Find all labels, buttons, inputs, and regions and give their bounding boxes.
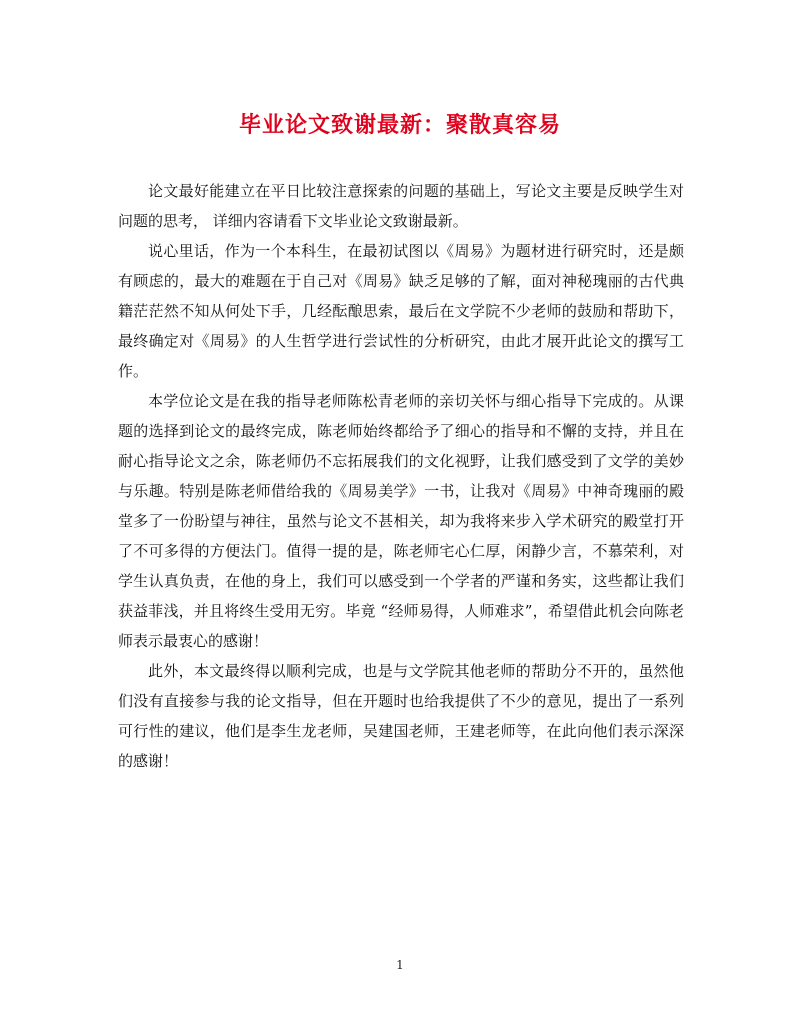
paragraph-intro: 论文最好能建立在平日比较注意探索的问题的基础上，写论文主要是反映学生对问题的思考， 详细内容请看下文毕业论文致谢最新。 [118,182,684,230]
paragraph-background: 说心里话，作为一个本科生，在最初试图以《周易》为题材进行研究时，还是颇有顾虑的，最大的难题在于自己对《周易》缺乏足够的了解，面对神秘瑰丽的古代典籍茫茫然不知从何处下手，几经酝酿思索，最后在文学院不少老师的鼓励和帮助下，最终确定对《周易》的人生哲学进行尝试性的分析研究，由此才展开此论文的撰写工作。 [118,242,684,380]
paragraph-advisor-thanks: 本学位论文是在我的指导老师陈松青老师的亲切关怀与细心指导下完成的。从课题的选择到论文的最终完成，陈老师始终都给予了细心的指导和不懈的支持，并且在耐心指导论文之余，陈老师仍不忘拓展我们的文化视野，让我们感受到了文学的美妙与乐趣。特别是陈老师借给我的《周易美学》一书，让我对《周易》中神奇瑰丽的殿堂多了一份盼望与神往，虽然与论文不甚相关，却为我将来步入学术研究的殿堂打开了不可多得的方便法门。值得一提的是，陈老师宅心仁厚，闲静少言，不慕荣利，对学生认真负责，在他的身上，我们可以感受到一个学者的严谨和务实，这些都让我们获益菲浅，并且将终生受用无穷。毕竟 “经师易得，人师难求”，希望借此机会向陈老师表示最衷心的感谢！ [118,392,684,650]
document-body [118,176,684,776]
paragraph-other-teachers: 此外，本文最终得以顺利完成，也是与文学院其他老师的帮助分不开的，虽然他们没有直接参与我的论文指导，但在开题时也给我提供了不少的意见，提出了一系列可行性的建议，他们是李生龙老师，吴建国老师，王建老师等，在此向他们表示深深的感谢！ [118,662,684,770]
page-number: 1 [396,958,404,972]
document-title: 毕业论文致谢最新：聚散真容易 [238,112,561,138]
